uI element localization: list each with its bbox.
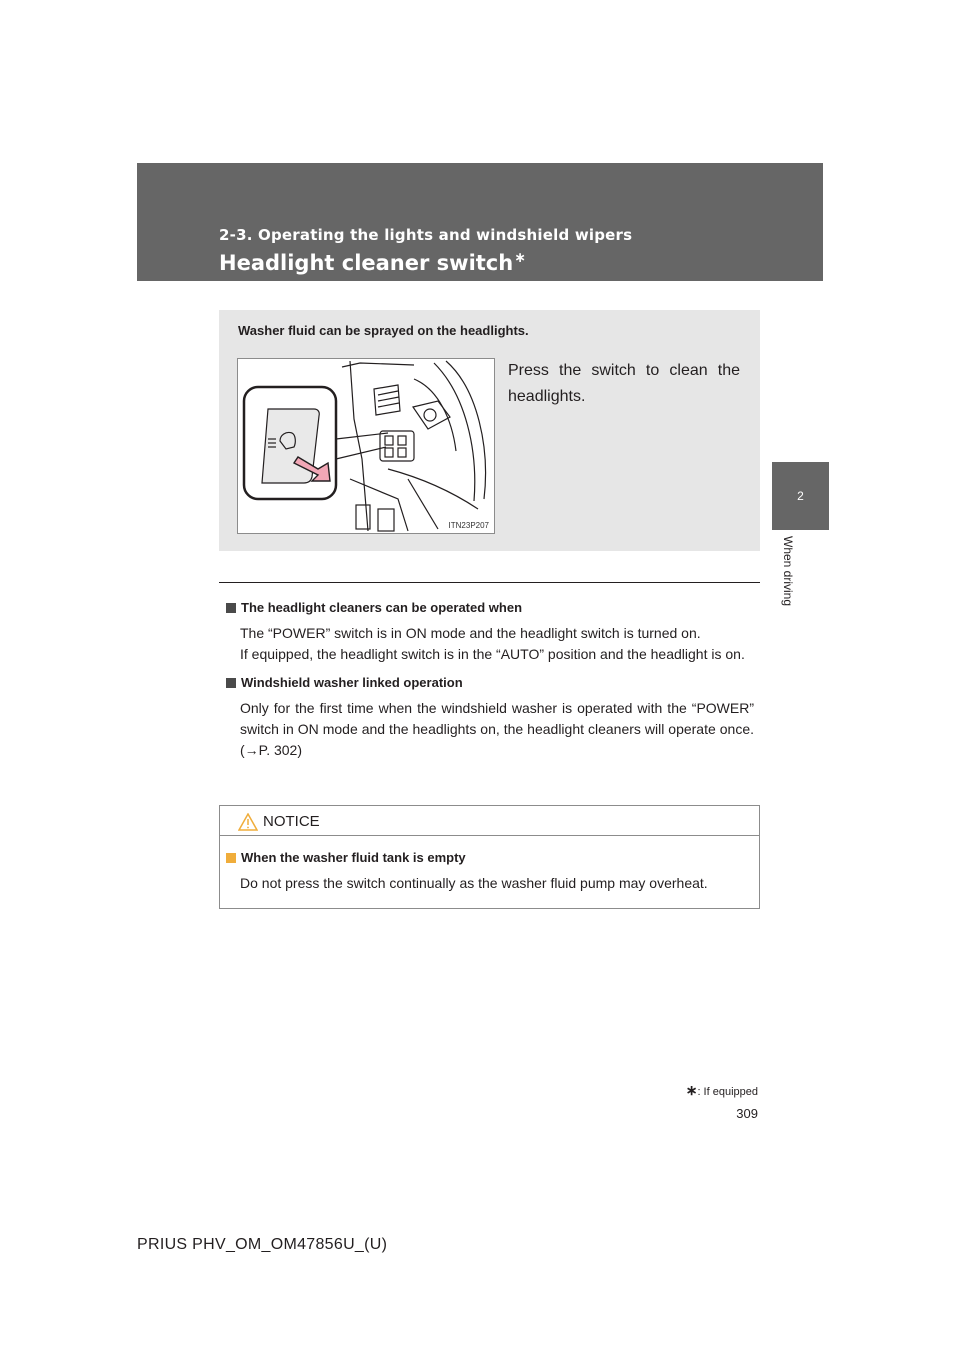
chapter-number: 2 [797,489,804,503]
vent-slat [378,403,399,407]
notice-header [220,806,759,836]
note-body [240,623,754,665]
console-line [408,479,438,529]
notice-title: NOTICE [263,813,320,830]
notice-item-body [240,873,754,894]
panel-switch [398,448,406,457]
note-heading-text: The headlight cleaners can be operated when [241,600,523,615]
note-heading [226,600,754,615]
air-vent [374,385,400,415]
steering-wheel-line [434,363,475,501]
notice-box [219,805,760,909]
vent-slat [378,397,399,401]
page-title-text: Headlight cleaner switch [219,251,514,275]
chapter-name: When driving [781,536,795,607]
header-band [137,163,823,281]
page-title [219,250,526,275]
pedal [378,509,394,531]
steering-column-line [414,379,456,451]
notice-item-heading-text: When the washer fluid tank is empty [241,850,466,865]
panel-switch [385,436,393,445]
page-number: 309 [736,1106,758,1121]
chapter-tab [772,462,829,530]
figure-code: ITN23P207 [448,521,489,530]
combination-switch [413,401,450,429]
intro-description: Press the switch to clean the headlights. [508,362,740,405]
note-line: If equipped, the headlight switch is in the “AUTO” position and the headlight is on. [240,646,745,662]
dash-line [342,363,414,367]
notice-item [226,850,754,904]
note-heading-text: Windshield washer linked operation [241,675,463,690]
intro-heading: Washer fluid can be sprayed on the headlights. [238,323,529,338]
note-line: The “POWER” switch is in ON mode and the headlight switch is turned on. [240,625,701,641]
square-bullet-icon [226,853,236,863]
note-body [240,698,754,761]
warning-triangle-icon [238,813,258,831]
intro-box [219,310,760,551]
square-bullet-icon [226,603,236,613]
vent-slat [378,391,398,395]
footnote [686,1082,758,1099]
note-heading [226,675,754,690]
lower-dash-line [388,469,478,509]
panel-switch [398,436,406,445]
dashboard-drawing [238,359,494,533]
title-asterisk: ∗ [514,250,526,266]
zoom-inset [244,387,336,499]
notes-section [226,600,754,771]
footnote-text: : If equipped [697,1086,758,1098]
document-code: PRIUS PHV_OM_OM47856U_(U) [137,1236,388,1253]
square-bullet-icon [226,678,236,688]
footnote-asterisk: ∗ [685,1082,698,1098]
notice-item-text: Do not press the switch continually as the washer fluid pump may overheat. [240,875,708,891]
section-label: 2-3. Operating the lights and windshield wipers [219,226,633,244]
callout-line [336,447,386,459]
notice-item-heading [226,850,754,865]
headlight-switch-illustration [237,358,495,534]
note-line: Only for the first time when the windshield washer is operated with the “POWER” switch in ON mode and the headlights on, the headlight cleaners will operate once. (→P. 302) [240,700,754,758]
switch-knob [424,409,436,421]
section-divider [219,582,760,583]
panel-switch [385,448,393,457]
